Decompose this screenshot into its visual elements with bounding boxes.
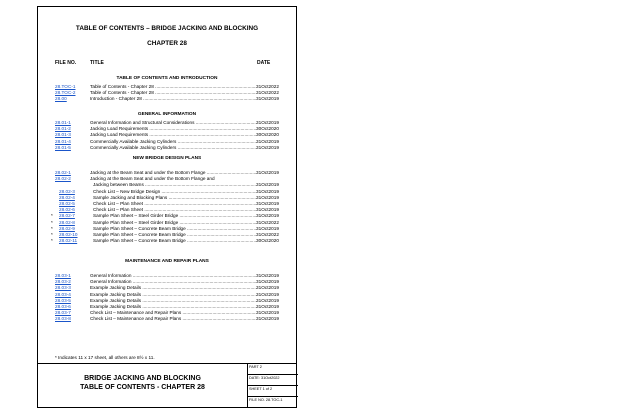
entry-date: 31Oct2022	[256, 232, 279, 237]
toc-entry-row	[38, 279, 296, 285]
file-number-link[interactable]: 28.03-2	[55, 279, 71, 285]
toc-entry-row	[38, 120, 296, 126]
file-number-link[interactable]: 28.02-4	[59, 194, 75, 200]
file-number-link[interactable]: 28.03-7	[55, 310, 71, 316]
entry-date: 31Oct2022	[256, 219, 279, 225]
title-block-line1: BRIDGE JACKING AND BLOCKING	[84, 375, 201, 382]
file-number-link[interactable]: 28.02-1	[55, 170, 71, 175]
entry-title: Jacking Load Requirements .....	[90, 132, 257, 138]
section-heading-toc: TABLE OF CONTENTS AND INTRODUCTION	[116, 76, 218, 81]
large-sheet-marker: *	[51, 238, 53, 244]
title-block-separator	[247, 374, 298, 375]
file-number-link[interactable]: 28.01-5	[55, 144, 71, 150]
section-heading-general: GENERAL INFORMATION	[137, 112, 197, 117]
section-heading-design: NEW BRIDGE DESIGN PLANS	[132, 156, 202, 161]
entry-date: 31Oct2019	[256, 304, 279, 309]
entry-title: Example Jacking Details .....	[90, 292, 257, 298]
toc-entry-row	[38, 201, 296, 207]
entry-date: 31Oct2019	[256, 273, 279, 278]
entry-date: 31Oct2022	[256, 84, 279, 89]
entry-date: 31Oct2019	[256, 207, 279, 213]
file-number-link[interactable]: 28.01-2	[55, 126, 71, 132]
entry-title: Example Jacking Details .....	[90, 285, 257, 291]
title-block-separator	[247, 385, 298, 386]
toc-entry-row	[38, 145, 296, 151]
title-block-date: DATE: 31Oct2022	[249, 376, 280, 380]
toc-entry-row	[38, 220, 296, 226]
entry-title: General Information .....	[90, 273, 257, 279]
file-number-link[interactable]: 28.03-3	[55, 285, 71, 291]
title-block-border	[38, 363, 296, 364]
entry-date: 31Oct2019	[256, 225, 279, 231]
entry-date: 31Oct2019	[256, 144, 279, 150]
entry-title: Table of Contents - Chapter 28 .....	[90, 84, 257, 90]
file-number-link[interactable]: 28.01-1	[55, 120, 71, 125]
entry-title: Sample Plan Sheet – Concrete Beam Bridge .....	[93, 226, 257, 232]
file-number-link[interactable]: 28.TOC-1	[55, 84, 76, 89]
entry-title: Sample Plan Sheet – Concrete Beam Bridge .....	[93, 238, 257, 244]
toc-entry-row	[38, 316, 296, 322]
title-block-separator	[247, 396, 298, 397]
entry-title: Jacking at the Beam Seat and under the Bottom Flange .....	[90, 170, 257, 176]
entry-title: Jacking Load Requirements .....	[90, 126, 257, 132]
title-block-file-no: FILE NO. 28.TOC-1	[249, 398, 283, 402]
toc-entry-row	[38, 226, 296, 232]
entry-date: 31Oct2019	[256, 182, 279, 188]
toc-entry-row	[38, 195, 296, 201]
entry-title: Example Jacking Details .....	[90, 304, 257, 310]
entry-date: 31Oct2019	[256, 297, 279, 303]
toc-entry-row	[38, 84, 296, 90]
entry-title: General Information and Structural Considerations .....	[90, 120, 257, 126]
large-sheet-marker: *	[51, 225, 53, 231]
toc-entry-row	[38, 189, 296, 195]
entry-title: Jacking at the Beam Seat and under the Bottom Flange and	[90, 176, 215, 182]
entry-title: Check List – Maintenance and Repair Plans .....	[90, 310, 257, 316]
entry-date: 31Oct2019	[256, 138, 279, 144]
file-number-link[interactable]: 28.02-11	[59, 238, 78, 244]
toc-entry-row	[38, 292, 296, 298]
title-block-line2: TABLE OF CONTENTS - CHAPTER 28	[80, 384, 205, 391]
toc-entry-row	[38, 304, 296, 310]
entry-title: Introduction - Chapter 28 .....	[90, 96, 257, 102]
title-block-sheet: SHEET 1 of 2	[249, 387, 273, 391]
file-number-link[interactable]: 28.03-5	[55, 297, 71, 303]
chapter-label: CHAPTER 28	[147, 40, 187, 47]
entry-title: Check List – Plan Sheet .....	[93, 207, 257, 213]
file-number-link[interactable]: 28.03-6	[55, 304, 71, 309]
toc-entry-row	[38, 170, 296, 176]
toc-entry-row	[38, 273, 296, 279]
entry-date: 30Oct2020	[256, 238, 279, 244]
file-number-link[interactable]: 28.02-2	[55, 176, 71, 182]
file-number-link[interactable]: 28.02-9	[59, 225, 75, 231]
entry-date: 31Oct2019	[256, 96, 279, 102]
toc-entry-row	[38, 132, 296, 138]
entry-date: 31Oct2019	[256, 201, 279, 206]
file-number-link[interactable]: 28.00	[55, 96, 67, 102]
toc-entry-row	[38, 139, 296, 145]
entry-title: Sample Jacking and Blocking Plans .....	[93, 195, 257, 201]
entry-title: Commercially Available Jacking Cylinders .....	[90, 145, 257, 151]
file-number-link[interactable]: 28.01-4	[55, 138, 71, 144]
large-sheet-marker: *	[51, 232, 53, 237]
toc-entry-row	[38, 176, 296, 182]
column-header-date: DATE	[257, 60, 271, 66]
large-sheet-marker: *	[51, 219, 53, 225]
toc-entry-row	[38, 96, 296, 102]
entry-date: 30Oct2020	[256, 132, 279, 138]
file-number-link[interactable]: 28.02-10	[59, 232, 78, 237]
toc-entry-row	[38, 298, 296, 304]
file-number-link[interactable]: 28.03-1	[55, 273, 71, 278]
file-number-link[interactable]: 28.02-6	[59, 207, 75, 213]
entry-date: 30Oct2020	[256, 126, 279, 132]
file-number-link[interactable]: 28.02-8	[59, 219, 75, 225]
column-header-title: TITLE	[90, 60, 104, 66]
file-number-link[interactable]: 28.02-5	[59, 201, 75, 206]
file-number-link[interactable]: 28.TOC-2	[55, 90, 76, 96]
page-title: TABLE OF CONTENTS – BRIDGE JACKING AND BLOCKING	[75, 25, 259, 32]
toc-entry-row	[38, 126, 296, 132]
toc-entry-row	[38, 310, 296, 316]
entry-date: 31Oct2019	[256, 316, 279, 322]
entry-date: 31Oct2019	[256, 170, 279, 175]
entry-date: 31Oct2019	[256, 279, 279, 285]
title-block-part: PART 2	[249, 365, 262, 369]
toc-entry-row	[38, 285, 296, 291]
entry-title: General Information .....	[90, 279, 257, 285]
entry-title: Sample Plan Sheet – Concrete Beam Bridge .....	[93, 232, 257, 238]
entry-date: 31Oct2019	[256, 194, 279, 200]
entry-date: 31Oct2019	[256, 310, 279, 316]
column-header-file-no: FILE NO.	[55, 60, 77, 66]
entry-title: Jacking between Beams .....	[93, 182, 257, 188]
entry-date: 31Oct2019	[256, 188, 279, 194]
toc-entry-row	[38, 213, 296, 219]
file-number-link[interactable]: 28.03-8	[55, 316, 71, 322]
entry-date: 31Oct2019	[256, 291, 279, 297]
entry-date: 31Oct2022	[256, 90, 279, 96]
section-heading-maintenance: MAINTENANCE AND REPAIR PLANS	[125, 259, 209, 264]
file-number-link[interactable]: 28.02-3	[59, 188, 75, 194]
document-page	[37, 6, 297, 408]
toc-entry-row	[38, 182, 296, 188]
toc-entry-row	[38, 90, 296, 96]
entry-title: Check List – New Bridge Design .....	[93, 189, 257, 195]
entry-date: 31Oct2019	[256, 213, 279, 219]
entry-title: Commercially Available Jacking Cylinders .....	[90, 139, 257, 145]
entry-title: Check List – Plan Sheet .....	[93, 201, 257, 207]
file-number-link[interactable]: 28.01-3	[55, 132, 71, 138]
toc-entry-row	[38, 232, 296, 238]
file-number-link[interactable]: 28.02-7	[59, 213, 75, 219]
file-number-link[interactable]: 28.03-4	[55, 291, 71, 297]
large-sheet-marker: *	[51, 213, 53, 219]
entry-date: 31Oct2019	[256, 285, 279, 291]
toc-entry-row	[38, 207, 296, 213]
entry-title: Example Jacking Details .....	[90, 298, 257, 304]
toc-entry-row	[38, 238, 296, 244]
entry-title: Sample Plan Sheet – Steel Girder Bridge .....	[93, 220, 257, 226]
footnote: * Indicates 11 x 17 sheet, all others are 8½ x 11.	[55, 355, 155, 360]
entry-title: Table of Contents - Chapter 28 .....	[90, 90, 257, 96]
entry-date: 31Oct2019	[256, 120, 279, 125]
entry-title: Check List – Maintenance and Repair Plans .....	[90, 316, 257, 322]
entry-title: Sample Plan Sheet – Steel Girder Bridge .....	[93, 213, 257, 219]
